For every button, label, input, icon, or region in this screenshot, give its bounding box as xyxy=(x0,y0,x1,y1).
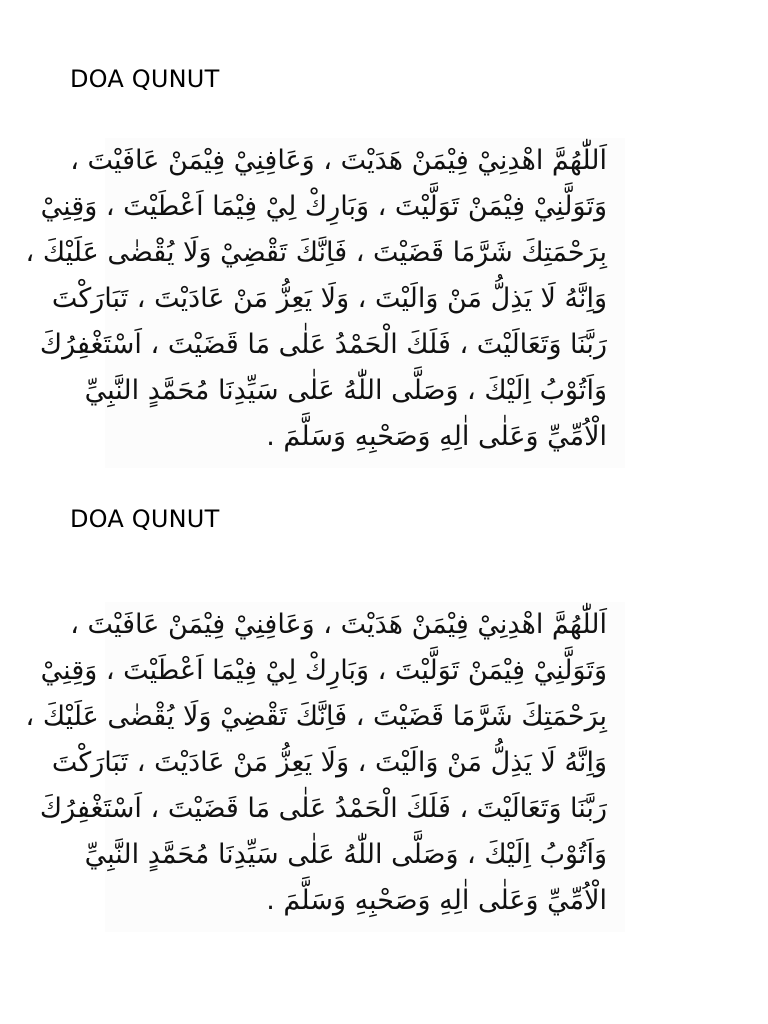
arabic-line: وَاِنَّهُ لَا يَذِلُّ مَنْ وَالَيْتَ ، وَلَا يَعِزُّ مَنْ عَادَيْتَ ، تَبَارَكْتَ xyxy=(51,283,607,314)
arabic-line: اَللّٰهُمَّ اهْدِنِيْ فِيْمَنْ هَدَيْتَ ، وَعَافِنِيْ فِيْمَنْ عَافَيْتَ ، xyxy=(70,609,607,640)
section-title: DOA QUNUT xyxy=(70,65,220,93)
arabic-line: بِرَحْمَتِكَ شَرَّمَا قَضَيْتَ ، فَاِنَّكَ تَقْضِيْ وَلَا يُقْضٰى عَلَيْكَ ، xyxy=(25,701,607,732)
arabic-line: وَاَتُوْبُ اِلَيْكَ ، وَصَلَّى اللّٰهُ عَلٰى سَيِّدِنَا مُحَمَّدٍ النَّبِيِّ xyxy=(84,375,607,406)
arabic-line: رَبَّنَا وَتَعَالَيْتَ ، فَلَكَ الْحَمْدُ عَلٰى مَا قَضَيْتَ ، اَسْتَغْفِرُكَ xyxy=(39,793,607,824)
section-title: DOA QUNUT xyxy=(70,505,220,533)
arabic-prayer-text xyxy=(25,138,607,460)
arabic-line: وَتَوَلَّنِيْ فِيْمَنْ تَوَلَّيْتَ ، وَبَارِكْ لِيْ فِيْمَا اَعْطَيْتَ ، وَقِنِيْ xyxy=(40,191,607,222)
arabic-line: الْاُمِّيِّ وَعَلٰى اٰلِهِ وَصَحْبِهِ وَسَلَّمَ . xyxy=(266,421,607,452)
arabic-line: وَاِنَّهُ لَا يَذِلُّ مَنْ وَالَيْتَ ، وَلَا يَعِزُّ مَنْ عَادَيْتَ ، تَبَارَكْتَ xyxy=(51,747,607,778)
arabic-text-scan xyxy=(25,138,625,468)
arabic-line: رَبَّنَا وَتَعَالَيْتَ ، فَلَكَ الْحَمْدُ عَلٰى مَا قَضَيْتَ ، اَسْتَغْفِرُكَ xyxy=(39,329,607,360)
arabic-line: وَتَوَلَّنِيْ فِيْمَنْ تَوَلَّيْتَ ، وَبَارِكْ لِيْ فِيْمَا اَعْطَيْتَ ، وَقِنِيْ xyxy=(40,655,607,686)
arabic-line: الْاُمِّيِّ وَعَلٰى اٰلِهِ وَصَحْبِهِ وَسَلَّمَ . xyxy=(266,885,607,916)
arabic-line: بِرَحْمَتِكَ شَرَّمَا قَضَيْتَ ، فَاِنَّكَ تَقْضِيْ وَلَا يُقْضٰى عَلَيْكَ ، xyxy=(25,237,607,268)
arabic-prayer-text xyxy=(25,602,607,924)
arabic-text-scan xyxy=(25,602,625,932)
arabic-line: وَاَتُوْبُ اِلَيْكَ ، وَصَلَّى اللّٰهُ عَلٰى سَيِّدِنَا مُحَمَّدٍ النَّبِيِّ xyxy=(84,839,607,870)
arabic-line: اَللّٰهُمَّ اهْدِنِيْ فِيْمَنْ هَدَيْتَ ، وَعَافِنِيْ فِيْمَنْ عَافَيْتَ ، xyxy=(70,145,607,176)
